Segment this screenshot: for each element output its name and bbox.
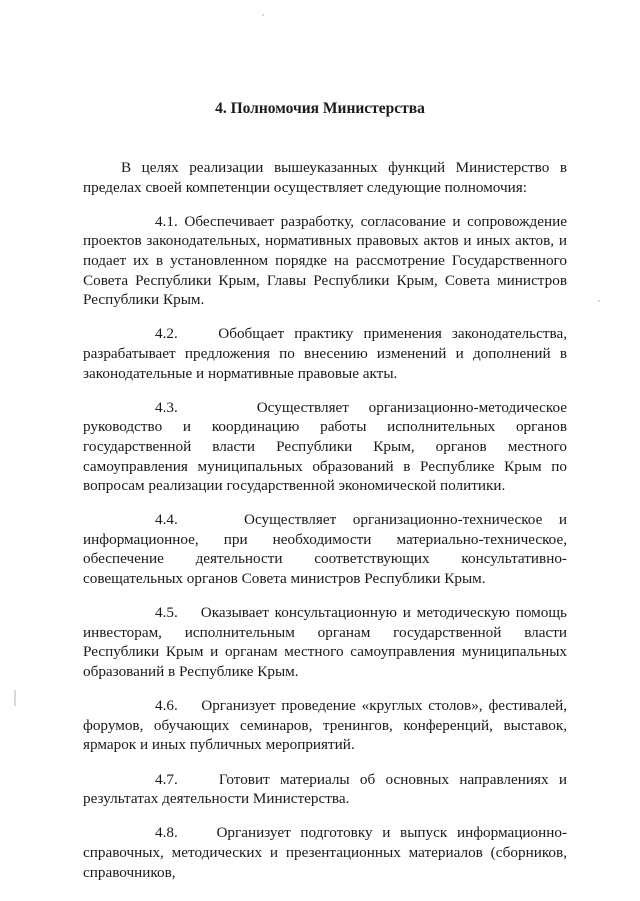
item-text: Обобщает практику применения законодательства, разрабатывает предложения по внесению изменений и дополнений в законодательные и нормативные правовые акты. <box>83 325 567 382</box>
list-item <box>83 696 567 755</box>
item-number: 4.3. <box>155 398 178 416</box>
item-text: Оказывает консультационную и методическую помощь инвесторам, исполнительным органам государственной власти Республики Крым и органам местного самоуправления муниципальных образований в Республике Крым. <box>83 604 567 681</box>
item-text: Осуществляет организационно-методическое руководство и координацию работы исполнительных органов государственной власти Республики Крым, органов местного самоуправления муниципальных образований в Республике Крым по вопросам реализации государственной экономической политики. <box>83 398 567 495</box>
document-body <box>83 158 567 897</box>
item-number: 4.8. <box>155 824 178 842</box>
scan-speck <box>262 14 264 16</box>
list-item <box>83 212 567 310</box>
intro-paragraph: В целях реализации вышеуказанных функций Министерство в пределах своей компетенции осуществляет следующие полномочия: <box>83 159 567 196</box>
item-text: Осуществляет организационно-техническое и информационное, при необходимости материально-техническое, обеспечение деятельности соответствующих консультативно-совещательных органов Совета министров Республики Крым. <box>83 511 568 588</box>
scan-speck <box>598 300 600 302</box>
item-number: 4.1. <box>155 212 178 230</box>
section-heading: 4. Полномочия Министерства <box>215 100 425 117</box>
item-text: Организует подготовку и выпуск информационно-справочных, методических и презентационных материалов (сборников, справочников, <box>83 824 568 881</box>
item-number: 4.6. <box>155 697 178 715</box>
item-number: 4.5. <box>155 604 178 622</box>
item-number: 4.2. <box>155 325 178 343</box>
item-number: 4.4. <box>155 511 178 529</box>
list-item <box>83 603 567 681</box>
item-text: Готовит материалы об основных направлениях и результатах деятельности Министерства. <box>83 770 567 808</box>
list-item <box>83 324 567 383</box>
scan-margin-mark <box>14 690 16 706</box>
list-item <box>83 398 567 496</box>
item-text: Обеспечивает разработку, согласование и сопровождение проектов законодательных, нормативных правовых актов и иных актов, и подает их в установленном порядке на рассмотрение Государственного Совета Республики Крым, Главы Республики Крым, Совета министров Республики Крым. <box>83 212 567 309</box>
item-text: Организует проведение «круглых столов», фестивалей, форумов, обучающих семинаров, тренингов, конференций, выставок, ярмарок и иных публичных мероприятий. <box>83 697 568 754</box>
list-item <box>83 510 567 588</box>
list-item <box>83 823 567 882</box>
item-number: 4.7. <box>155 770 178 788</box>
list-item <box>83 770 567 809</box>
